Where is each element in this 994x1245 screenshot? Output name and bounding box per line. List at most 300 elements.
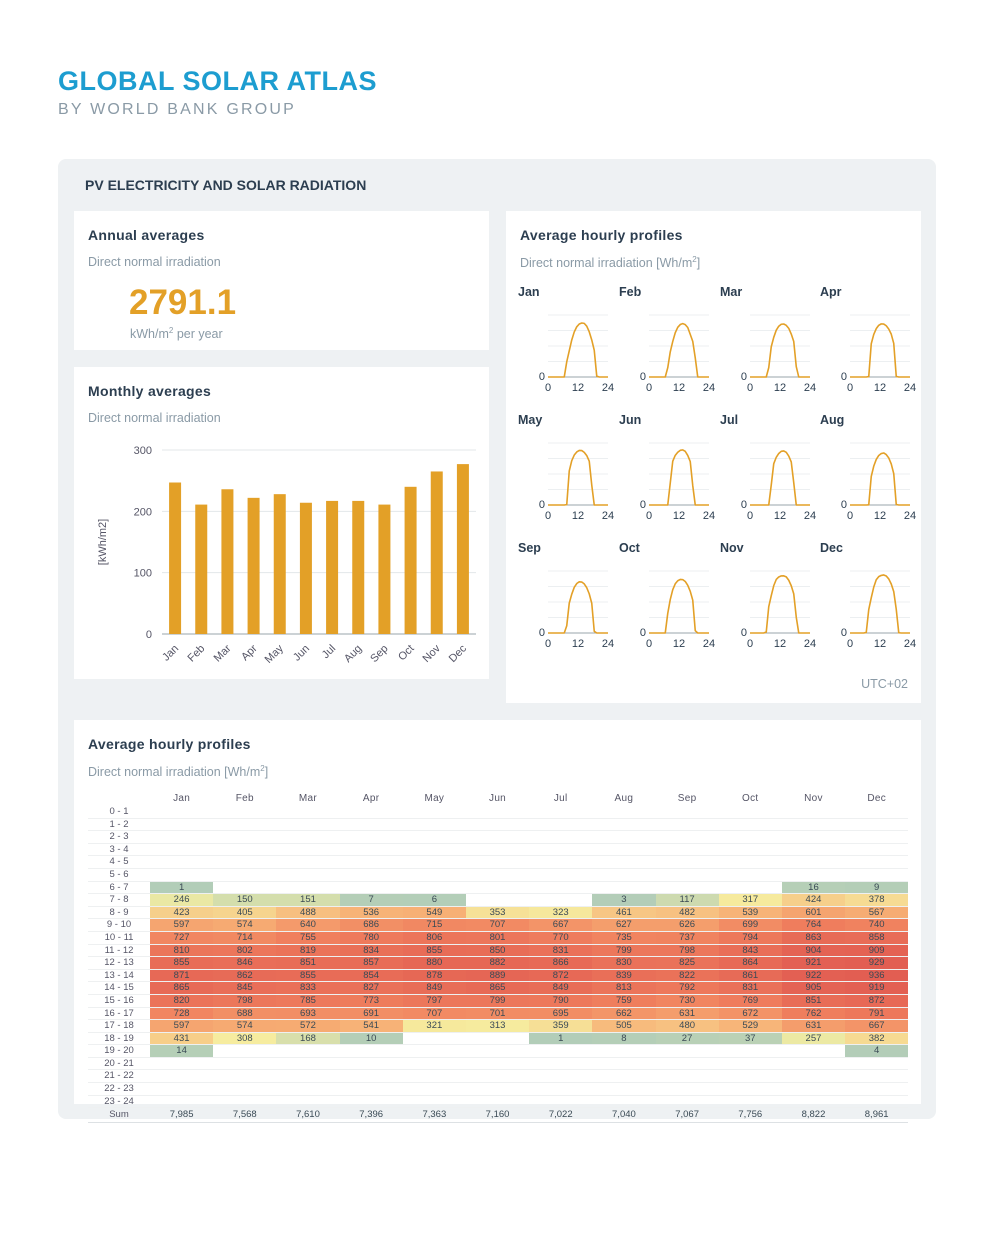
x-tick-label: Feb bbox=[185, 642, 208, 665]
table-cell bbox=[403, 806, 466, 818]
table-cell: 541 bbox=[340, 1020, 403, 1033]
table-cell: 878 bbox=[403, 969, 466, 982]
mini-profile-line bbox=[850, 575, 910, 633]
table-row bbox=[88, 1020, 908, 1033]
column-header-dec: Dec bbox=[867, 793, 886, 805]
table-cell bbox=[340, 1057, 403, 1070]
table-cell: 850 bbox=[466, 944, 529, 957]
table-cell: 16 bbox=[782, 881, 845, 894]
table-cell bbox=[592, 1083, 655, 1096]
table-cell: 889 bbox=[466, 969, 529, 982]
hourly-profile-table bbox=[88, 792, 908, 1123]
table-cell: 378 bbox=[845, 894, 908, 907]
row-label: 15 - 16 bbox=[88, 994, 150, 1007]
table-cell: 695 bbox=[529, 1007, 592, 1020]
mini-x-tick-label: 0 bbox=[544, 382, 552, 394]
card-title: Annual averages bbox=[88, 227, 205, 243]
mini-y-tick-label: 0 bbox=[538, 627, 545, 639]
table-row bbox=[88, 806, 908, 818]
table-cell bbox=[403, 1045, 466, 1058]
table-cell bbox=[529, 881, 592, 894]
table-cell bbox=[466, 894, 529, 907]
mini-y-tick-label: 0 bbox=[740, 499, 747, 511]
x-tick-label: Nov bbox=[420, 642, 443, 665]
sum-cell: 7,363 bbox=[403, 1108, 466, 1123]
table-cell: 730 bbox=[656, 994, 719, 1007]
table-cell: 9 bbox=[845, 881, 908, 894]
table-cell: 839 bbox=[592, 969, 655, 982]
table-row bbox=[88, 1095, 908, 1108]
table-cell bbox=[403, 1070, 466, 1083]
table-cell: 759 bbox=[592, 994, 655, 1007]
table-cell: 857 bbox=[340, 957, 403, 970]
row-label: 19 - 20 bbox=[88, 1045, 150, 1058]
table-cell: 843 bbox=[719, 944, 782, 957]
table-cell: 864 bbox=[719, 957, 782, 970]
table-cell bbox=[845, 1057, 908, 1070]
x-tick-label: Jul bbox=[319, 642, 339, 662]
card-subtitle: Direct normal irradiation bbox=[88, 255, 221, 269]
table-cell: 382 bbox=[845, 1032, 908, 1045]
mini-y-tick-label: 0 bbox=[639, 371, 646, 383]
table-cell: 631 bbox=[656, 1007, 719, 1020]
table-cell: 790 bbox=[529, 994, 592, 1007]
table-cell: 353 bbox=[466, 906, 529, 919]
table-cell: 737 bbox=[656, 931, 719, 944]
table-cell: 168 bbox=[276, 1032, 339, 1045]
table-cell bbox=[276, 1045, 339, 1058]
table-cell: 872 bbox=[529, 969, 592, 982]
table-cell: 529 bbox=[719, 1020, 782, 1033]
table-cell: 872 bbox=[845, 994, 908, 1007]
table-cell bbox=[592, 881, 655, 894]
table-cell: 701 bbox=[466, 1007, 529, 1020]
table-row bbox=[88, 906, 908, 919]
table-cell: 755 bbox=[276, 931, 339, 944]
hourly-profiles-card bbox=[506, 211, 921, 703]
table-cell bbox=[466, 843, 529, 856]
column-header-feb: Feb bbox=[235, 793, 254, 805]
bar-sep bbox=[378, 505, 390, 634]
table-row bbox=[88, 1032, 908, 1045]
table-cell bbox=[276, 1057, 339, 1070]
table-cell bbox=[845, 843, 908, 856]
table-row bbox=[88, 931, 908, 944]
table-cell bbox=[656, 818, 719, 831]
table-cell: 798 bbox=[656, 944, 719, 957]
table-cell: 317 bbox=[719, 894, 782, 907]
table-cell bbox=[213, 831, 276, 844]
table-cell: 631 bbox=[782, 1020, 845, 1033]
table-row bbox=[88, 1083, 908, 1096]
column-header-jun: Jun bbox=[489, 793, 507, 805]
x-tick-label: Oct bbox=[396, 642, 417, 664]
column-header-mar: Mar bbox=[298, 793, 318, 805]
table-cell: 10 bbox=[340, 1032, 403, 1045]
table-cell bbox=[719, 1083, 782, 1096]
table-cell bbox=[656, 881, 719, 894]
card-title: Monthly averages bbox=[88, 383, 212, 399]
mini-chart-title-may: May bbox=[518, 413, 543, 427]
row-label: 20 - 21 bbox=[88, 1057, 150, 1070]
mini-profile-line bbox=[850, 324, 910, 377]
table-cell bbox=[845, 1095, 908, 1108]
monthly-averages-card bbox=[74, 367, 489, 679]
table-cell bbox=[782, 1045, 845, 1058]
table-cell: 480 bbox=[656, 1020, 719, 1033]
table-row bbox=[88, 919, 908, 932]
table-cell: 845 bbox=[213, 982, 276, 995]
mini-x-tick-label: 24 bbox=[702, 510, 716, 522]
table-cell bbox=[592, 1095, 655, 1108]
table-cell bbox=[529, 868, 592, 881]
table-cell bbox=[592, 868, 655, 881]
table-cell bbox=[150, 843, 213, 856]
mini-y-tick-label: 0 bbox=[840, 499, 847, 511]
mini-profile-line bbox=[649, 579, 709, 633]
subtitle-suffix: ] bbox=[264, 765, 269, 780]
table-cell bbox=[213, 1070, 276, 1083]
row-label: 3 - 4 bbox=[88, 843, 150, 856]
unit-sup: 2 bbox=[168, 326, 174, 335]
mini-profile-line bbox=[548, 582, 608, 633]
table-cell: 549 bbox=[403, 906, 466, 919]
table-cell: 866 bbox=[529, 957, 592, 970]
x-tick-label: Jan bbox=[160, 642, 182, 664]
bar-mar bbox=[221, 489, 233, 634]
table-cell bbox=[845, 831, 908, 844]
table-cell: 854 bbox=[340, 969, 403, 982]
table-cell: 246 bbox=[150, 894, 213, 907]
table-cell bbox=[656, 868, 719, 881]
table-cell bbox=[656, 843, 719, 856]
mini-chart-title-jan: Jan bbox=[518, 285, 540, 299]
table-cell bbox=[529, 1045, 592, 1058]
bar-apr bbox=[248, 498, 260, 634]
table-cell: 662 bbox=[592, 1007, 655, 1020]
table-cell bbox=[276, 868, 339, 881]
bar-nov bbox=[431, 471, 443, 634]
table-cell: 574 bbox=[213, 919, 276, 932]
table-cell bbox=[592, 856, 655, 869]
subtitle-prefix: Direct normal irradiation [Wh/m bbox=[520, 256, 693, 271]
table-cell bbox=[466, 1057, 529, 1070]
sum-cell: 7,040 bbox=[592, 1108, 655, 1123]
x-tick-label: Mar bbox=[211, 642, 234, 665]
mini-x-tick-label: 12 bbox=[873, 510, 887, 522]
table-cell: 810 bbox=[150, 944, 213, 957]
table-cell bbox=[529, 843, 592, 856]
mini-x-tick-label: 12 bbox=[873, 382, 887, 394]
mini-x-tick-label: 12 bbox=[571, 382, 585, 394]
mini-x-tick-label: 12 bbox=[773, 510, 787, 522]
table-cell bbox=[213, 818, 276, 831]
table-cell bbox=[213, 868, 276, 881]
table-cell: 567 bbox=[845, 906, 908, 919]
mini-y-tick-label: 0 bbox=[840, 627, 847, 639]
row-label: 4 - 5 bbox=[88, 856, 150, 869]
mini-chart-title-feb: Feb bbox=[619, 285, 642, 299]
column-header-apr: Apr bbox=[362, 793, 380, 805]
row-label: 18 - 19 bbox=[88, 1032, 150, 1045]
y-tick-label: 100 bbox=[133, 567, 152, 580]
mini-x-tick-label: 24 bbox=[702, 638, 716, 650]
mini-x-tick-label: 12 bbox=[672, 638, 686, 650]
table-cell bbox=[529, 806, 592, 818]
table-cell: 308 bbox=[213, 1032, 276, 1045]
table-row bbox=[88, 1045, 908, 1058]
table-cell: 791 bbox=[845, 1007, 908, 1020]
table-cell bbox=[719, 868, 782, 881]
table-cell bbox=[529, 1057, 592, 1070]
table-cell: 359 bbox=[529, 1020, 592, 1033]
bar-feb bbox=[195, 505, 207, 634]
table-cell bbox=[276, 1083, 339, 1096]
table-cell: 117 bbox=[656, 894, 719, 907]
table-cell: 714 bbox=[213, 931, 276, 944]
sum-row bbox=[88, 1108, 908, 1123]
table-cell: 151 bbox=[276, 894, 339, 907]
mini-profile-line bbox=[850, 453, 910, 505]
table-cell: 861 bbox=[719, 969, 782, 982]
table-cell: 505 bbox=[592, 1020, 655, 1033]
table-row bbox=[88, 818, 908, 831]
table-cell: 667 bbox=[845, 1020, 908, 1033]
mini-chart-title-apr: Apr bbox=[820, 285, 842, 299]
table-cell bbox=[529, 1083, 592, 1096]
table-cell: 851 bbox=[782, 994, 845, 1007]
table-cell: 798 bbox=[213, 994, 276, 1007]
table-cell bbox=[529, 831, 592, 844]
table-cell bbox=[150, 1083, 213, 1096]
mini-y-tick-label: 0 bbox=[740, 627, 747, 639]
table-cell bbox=[276, 1095, 339, 1108]
annual-value: 2791.1 bbox=[129, 283, 237, 322]
table-cell bbox=[466, 1032, 529, 1045]
sum-cell: 8,822 bbox=[782, 1108, 845, 1123]
subtitle-prefix: Direct normal irradiation [Wh/m bbox=[88, 765, 261, 780]
row-label: 17 - 18 bbox=[88, 1020, 150, 1033]
table-cell: 1 bbox=[529, 1032, 592, 1045]
sum-cell: 7,022 bbox=[529, 1108, 592, 1123]
sum-cell: 7,610 bbox=[276, 1108, 339, 1123]
table-cell bbox=[656, 856, 719, 869]
mini-chart-title-nov: Nov bbox=[720, 541, 744, 555]
mini-profile-line bbox=[750, 324, 810, 377]
bar-oct bbox=[405, 487, 417, 634]
column-header-aug: Aug bbox=[614, 793, 634, 805]
y-tick-label: 300 bbox=[133, 445, 152, 457]
table-cell: 1 bbox=[150, 881, 213, 894]
table-cell: 150 bbox=[213, 894, 276, 907]
column-header-may: May bbox=[424, 793, 445, 805]
table-cell bbox=[466, 1045, 529, 1058]
row-label: 9 - 10 bbox=[88, 919, 150, 932]
brand-header bbox=[58, 66, 377, 119]
table-cell bbox=[845, 818, 908, 831]
table-row bbox=[88, 969, 908, 982]
table-cell bbox=[529, 1070, 592, 1083]
table-cell bbox=[782, 1083, 845, 1096]
table-cell: 728 bbox=[150, 1007, 213, 1020]
table-row bbox=[88, 881, 908, 894]
table-cell: 257 bbox=[782, 1032, 845, 1045]
table-cell: 855 bbox=[403, 944, 466, 957]
table-cell bbox=[466, 868, 529, 881]
subtitle-sup: 2 bbox=[260, 764, 265, 773]
table-row bbox=[88, 856, 908, 869]
table-cell: 799 bbox=[592, 944, 655, 957]
x-tick-label: May bbox=[262, 642, 286, 666]
table-cell bbox=[150, 1057, 213, 1070]
table-cell bbox=[592, 818, 655, 831]
row-label: 22 - 23 bbox=[88, 1083, 150, 1096]
table-cell bbox=[719, 1057, 782, 1070]
table-cell bbox=[592, 806, 655, 818]
table-cell: 802 bbox=[213, 944, 276, 957]
table-cell bbox=[403, 843, 466, 856]
table-cell bbox=[656, 1095, 719, 1108]
table-cell: 431 bbox=[150, 1032, 213, 1045]
table-cell bbox=[782, 818, 845, 831]
mini-x-tick-label: 0 bbox=[846, 638, 854, 650]
header-corner bbox=[88, 792, 150, 806]
card-title: Average hourly profiles bbox=[520, 227, 683, 243]
mini-chart-aug bbox=[820, 427, 920, 537]
table-cell: 855 bbox=[276, 969, 339, 982]
mini-chart-may bbox=[518, 427, 618, 537]
table-cell bbox=[150, 1095, 213, 1108]
table-cell: 405 bbox=[213, 906, 276, 919]
mini-chart-jan bbox=[518, 299, 618, 409]
mini-x-tick-label: 12 bbox=[773, 382, 787, 394]
annual-unit bbox=[130, 326, 223, 341]
card-subtitle: Direct normal irradiation bbox=[88, 411, 221, 425]
mini-chart-title-jul: Jul bbox=[720, 413, 739, 427]
mini-y-tick-label: 0 bbox=[538, 371, 545, 383]
table-cell bbox=[592, 1045, 655, 1058]
row-label: 7 - 8 bbox=[88, 894, 150, 907]
mini-y-tick-label: 0 bbox=[639, 627, 646, 639]
mini-chart-title-dec: Dec bbox=[820, 541, 843, 555]
table-row bbox=[88, 843, 908, 856]
mini-x-tick-label: 24 bbox=[601, 382, 615, 394]
row-label: 23 - 24 bbox=[88, 1095, 150, 1108]
mini-x-tick-label: 12 bbox=[571, 510, 585, 522]
sum-label: Sum bbox=[88, 1108, 150, 1123]
table-cell bbox=[213, 1095, 276, 1108]
bar-jan bbox=[169, 483, 181, 634]
table-cell: 601 bbox=[782, 906, 845, 919]
table-cell bbox=[656, 1045, 719, 1058]
table-cell bbox=[403, 1057, 466, 1070]
table-cell: 313 bbox=[466, 1020, 529, 1033]
table-cell bbox=[340, 831, 403, 844]
mini-x-tick-label: 24 bbox=[903, 382, 917, 394]
row-label: 16 - 17 bbox=[88, 1007, 150, 1020]
mini-y-tick-label: 0 bbox=[538, 499, 545, 511]
table-cell: 597 bbox=[150, 919, 213, 932]
unit-prefix: kWh/m bbox=[130, 327, 169, 342]
table-cell: 627 bbox=[592, 919, 655, 932]
table-cell bbox=[403, 1083, 466, 1096]
table-cell bbox=[340, 1045, 403, 1058]
table-row bbox=[88, 868, 908, 881]
bar-jun bbox=[300, 503, 312, 634]
bar-aug bbox=[352, 501, 364, 634]
mini-y-tick-label: 0 bbox=[840, 371, 847, 383]
y-tick-label: 0 bbox=[145, 629, 152, 641]
column-header-jan: Jan bbox=[173, 793, 191, 805]
x-tick-label: Jun bbox=[291, 642, 313, 664]
table-cell: 424 bbox=[782, 894, 845, 907]
mini-x-tick-label: 0 bbox=[645, 638, 653, 650]
table-cell bbox=[529, 818, 592, 831]
sum-cell: 7,160 bbox=[466, 1108, 529, 1123]
sum-cell: 7,985 bbox=[150, 1108, 213, 1123]
mini-x-tick-label: 24 bbox=[601, 510, 615, 522]
mini-x-tick-label: 0 bbox=[645, 510, 653, 522]
table-cell: 626 bbox=[656, 919, 719, 932]
table-cell: 6 bbox=[403, 894, 466, 907]
table-cell bbox=[719, 831, 782, 844]
table-cell bbox=[403, 881, 466, 894]
table-cell bbox=[656, 1070, 719, 1083]
table-cell: 707 bbox=[403, 1007, 466, 1020]
mini-y-tick-label: 0 bbox=[639, 499, 646, 511]
table-row bbox=[88, 894, 908, 907]
table-cell: 851 bbox=[276, 957, 339, 970]
table-cell: 794 bbox=[719, 931, 782, 944]
bar-jul bbox=[326, 501, 338, 634]
table-cell: 871 bbox=[150, 969, 213, 982]
row-label: 8 - 9 bbox=[88, 906, 150, 919]
mini-profile-line bbox=[750, 451, 810, 505]
table-cell: 831 bbox=[719, 982, 782, 995]
subtitle-sup: 2 bbox=[692, 255, 697, 264]
table-cell bbox=[340, 1070, 403, 1083]
x-tick-label: Dec bbox=[446, 642, 470, 665]
row-label: 13 - 14 bbox=[88, 969, 150, 982]
table-cell: 880 bbox=[403, 957, 466, 970]
table-row bbox=[88, 831, 908, 844]
table-cell: 780 bbox=[340, 931, 403, 944]
table-cell bbox=[466, 856, 529, 869]
table-cell: 801 bbox=[466, 931, 529, 944]
mini-x-tick-label: 12 bbox=[571, 638, 585, 650]
table-cell bbox=[656, 806, 719, 818]
mini-x-tick-label: 24 bbox=[803, 638, 817, 650]
table-cell bbox=[845, 1070, 908, 1083]
mini-x-tick-label: 12 bbox=[672, 510, 686, 522]
table-cell: 863 bbox=[782, 931, 845, 944]
mini-x-tick-label: 12 bbox=[672, 382, 686, 394]
table-cell: 834 bbox=[340, 944, 403, 957]
row-label: 11 - 12 bbox=[88, 944, 150, 957]
table-cell bbox=[340, 856, 403, 869]
table-cell: 4 bbox=[845, 1045, 908, 1058]
table-cell bbox=[276, 806, 339, 818]
table-cell: 797 bbox=[403, 994, 466, 1007]
table-cell bbox=[403, 1095, 466, 1108]
table-cell bbox=[403, 818, 466, 831]
table-cell: 7 bbox=[340, 894, 403, 907]
table-cell bbox=[719, 818, 782, 831]
mini-chart-jul bbox=[720, 427, 820, 537]
mini-x-tick-label: 24 bbox=[803, 510, 817, 522]
table-cell bbox=[213, 1083, 276, 1096]
mini-chart-title-mar: Mar bbox=[720, 285, 743, 299]
